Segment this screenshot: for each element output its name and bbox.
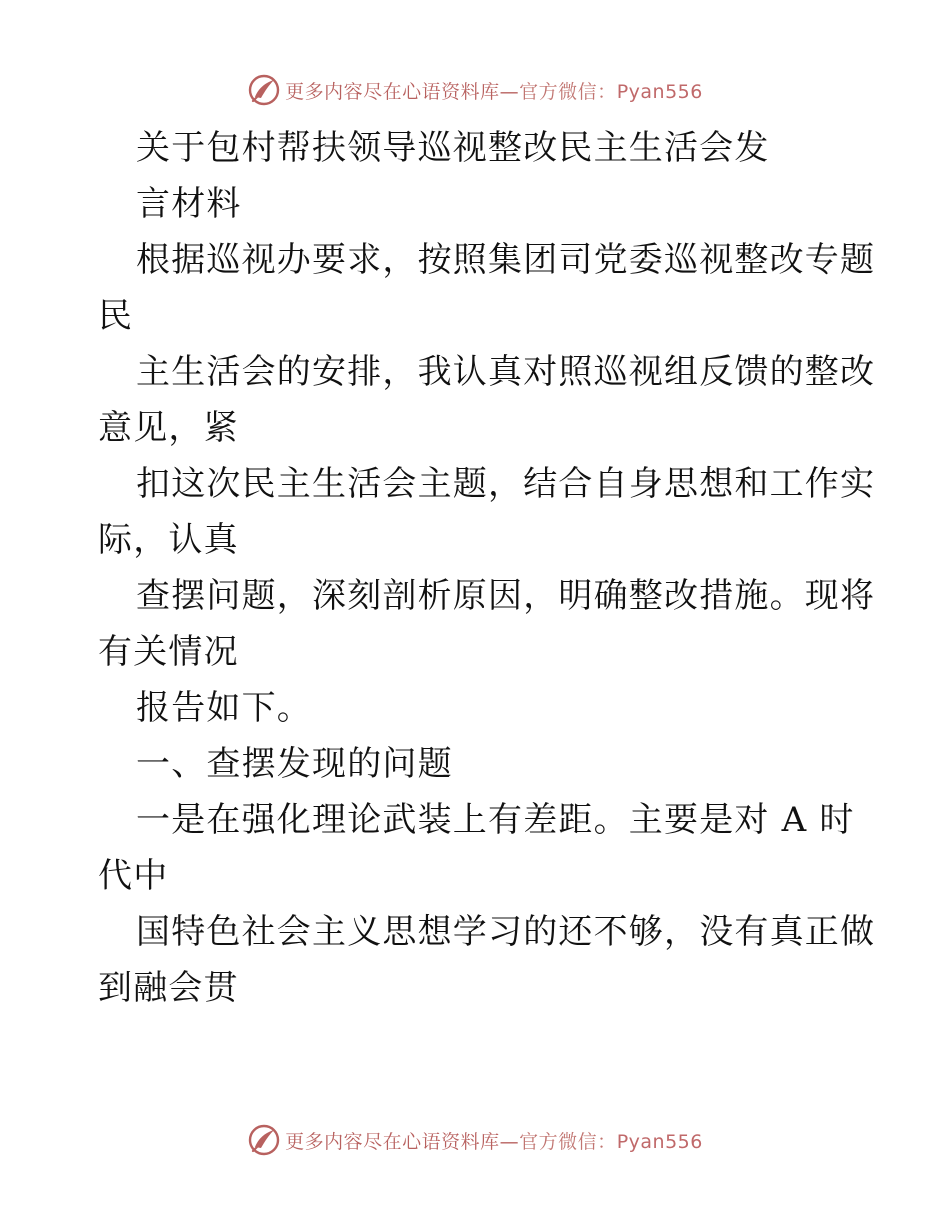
footer-watermark bbox=[0, 1120, 950, 1160]
text-line: 有关情况 bbox=[98, 632, 239, 672]
document-body bbox=[98, 120, 876, 1016]
header-watermark bbox=[0, 70, 950, 110]
watermark-text: 更多内容尽在心语资料库—官方微信：Pyan556 bbox=[285, 1130, 703, 1153]
text-line: 主生活会的安排，我认真对照巡视组反馈的整改 bbox=[136, 352, 876, 392]
text-line: 查摆问题，深刻剖析原因，明确整改措施。现将 bbox=[136, 576, 876, 616]
text-line: 言材料 bbox=[136, 184, 242, 224]
text-line: 国特色社会主义思想学习的还不够，没有真正做 bbox=[136, 912, 876, 952]
text-line: 意见，紧 bbox=[98, 408, 239, 448]
text-line: 代中 bbox=[98, 856, 169, 896]
brush-logo-icon bbox=[247, 1123, 281, 1157]
text-line: 扣这次民主生活会主题，结合自身思想和工作实 bbox=[136, 464, 876, 504]
section-heading: 一、查摆发现的问题 bbox=[136, 744, 453, 784]
text-line: 一是在强化理论武装上有差距。主要是对 A 时 bbox=[136, 800, 855, 840]
watermark-text: 更多内容尽在心语资料库—官方微信：Pyan556 bbox=[285, 80, 703, 103]
text-line: 到融会贯 bbox=[98, 968, 239, 1008]
text-line: 根据巡视办要求，按照集团司党委巡视整改专题 bbox=[136, 240, 876, 280]
brush-logo-icon bbox=[247, 73, 281, 107]
text-line: 关于包村帮扶领导巡视整改民主生活会发 bbox=[136, 128, 770, 168]
text-line: 民 bbox=[98, 296, 134, 336]
text-line: 际，认真 bbox=[98, 520, 239, 560]
text-line: 报告如下。 bbox=[136, 688, 312, 728]
